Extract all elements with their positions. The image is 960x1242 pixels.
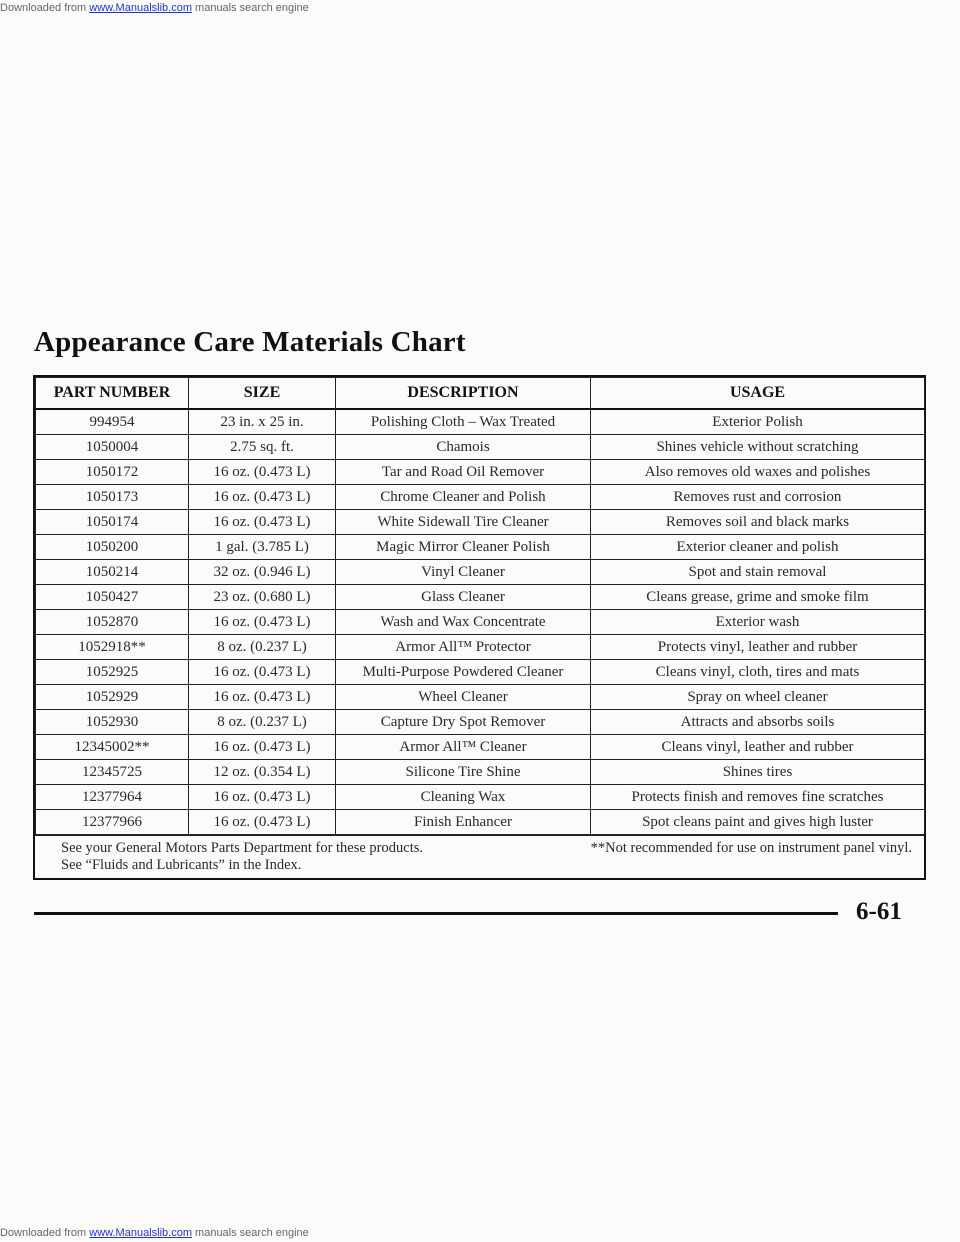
description-cell: Silicone Tire Shine <box>336 760 591 785</box>
size-cell: 16 oz. (0.473 L) <box>189 810 336 835</box>
part-number-cell: 1050427 <box>36 585 189 610</box>
table-row <box>36 660 925 685</box>
column-header-size: SIZE <box>189 378 336 410</box>
usage-cell: Shines vehicle without scratching <box>591 435 925 460</box>
table-row <box>36 510 925 535</box>
description-cell: Glass Cleaner <box>336 585 591 610</box>
usage-cell: Shines tires <box>591 760 925 785</box>
description-cell: Cleaning Wax <box>336 785 591 810</box>
footnote-not-recommended: **Not recommended for use on instrument panel vinyl. <box>590 840 912 856</box>
size-cell: 8 oz. (0.237 L) <box>189 710 336 735</box>
table-row <box>36 485 925 510</box>
usage-cell: Cleans grease, grime and smoke film <box>591 585 925 610</box>
description-cell: Capture Dry Spot Remover <box>336 710 591 735</box>
description-cell: Multi-Purpose Powdered Cleaner <box>336 660 591 685</box>
size-cell: 16 oz. (0.473 L) <box>189 510 336 535</box>
description-cell: Finish Enhancer <box>336 810 591 835</box>
footnote-parts-department: See your General Motors Parts Department for these products. <box>61 840 423 856</box>
size-cell: 8 oz. (0.237 L) <box>189 635 336 660</box>
description-cell: Chamois <box>336 435 591 460</box>
size-cell: 16 oz. (0.473 L) <box>189 485 336 510</box>
chart-footnote <box>35 835 924 878</box>
usage-cell: Also removes old waxes and polishes <box>591 460 925 485</box>
table-row <box>36 635 925 660</box>
description-cell: White Sidewall Tire Cleaner <box>336 510 591 535</box>
usage-cell: Cleans vinyl, leather and rubber <box>591 735 925 760</box>
part-number-cell: 1052930 <box>36 710 189 735</box>
size-cell: 16 oz. (0.473 L) <box>189 660 336 685</box>
description-cell: Chrome Cleaner and Polish <box>336 485 591 510</box>
size-cell: 23 oz. (0.680 L) <box>189 585 336 610</box>
table-row <box>36 409 925 435</box>
usage-cell: Protects finish and removes fine scratches <box>591 785 925 810</box>
usage-cell: Cleans vinyl, cloth, tires and mats <box>591 660 925 685</box>
column-header-description: DESCRIPTION <box>336 378 591 410</box>
column-header-part-number: PART NUMBER <box>36 378 189 410</box>
table-row <box>36 685 925 710</box>
table-row <box>36 810 925 835</box>
size-cell: 1 gal. (3.785 L) <box>189 535 336 560</box>
part-number-cell: 1052918** <box>36 635 189 660</box>
usage-cell: Spray on wheel cleaner <box>591 685 925 710</box>
usage-cell: Exterior wash <box>591 610 925 635</box>
materials-table <box>35 377 925 835</box>
part-number-cell: 12377964 <box>36 785 189 810</box>
size-cell: 16 oz. (0.473 L) <box>189 460 336 485</box>
table-row <box>36 460 925 485</box>
table-row <box>36 585 925 610</box>
part-number-cell: 1052929 <box>36 685 189 710</box>
usage-cell: Exterior Polish <box>591 409 925 435</box>
usage-cell: Removes soil and black marks <box>591 510 925 535</box>
size-cell: 2.75 sq. ft. <box>189 435 336 460</box>
description-cell: Armor All™ Protector <box>336 635 591 660</box>
table-row <box>36 610 925 635</box>
part-number-cell: 1050004 <box>36 435 189 460</box>
bottom-rule <box>34 912 838 915</box>
size-cell: 23 in. x 25 in. <box>189 409 336 435</box>
description-cell: Armor All™ Cleaner <box>336 735 591 760</box>
size-cell: 32 oz. (0.946 L) <box>189 560 336 585</box>
part-number-cell: 1050172 <box>36 460 189 485</box>
description-cell: Wheel Cleaner <box>336 685 591 710</box>
size-cell: 16 oz. (0.473 L) <box>189 735 336 760</box>
download-footer: Downloaded from www.Manualslib.com manuals search engine <box>0 1227 309 1239</box>
page-number: 6-61 <box>856 898 902 925</box>
part-number-cell: 994954 <box>36 409 189 435</box>
part-number-cell: 1052925 <box>36 660 189 685</box>
table-row <box>36 760 925 785</box>
part-number-cell: 12377966 <box>36 810 189 835</box>
materials-chart <box>33 375 926 880</box>
part-number-cell: 1050200 <box>36 535 189 560</box>
usage-cell: Spot cleans paint and gives high luster <box>591 810 925 835</box>
size-cell: 16 oz. (0.473 L) <box>189 685 336 710</box>
table-row <box>36 710 925 735</box>
usage-cell: Attracts and absorbs soils <box>591 710 925 735</box>
description-cell: Tar and Road Oil Remover <box>336 460 591 485</box>
header-row <box>36 378 925 410</box>
usage-cell: Removes rust and corrosion <box>591 485 925 510</box>
size-cell: 12 oz. (0.354 L) <box>189 760 336 785</box>
part-number-cell: 1052870 <box>36 610 189 635</box>
usage-cell: Exterior cleaner and polish <box>591 535 925 560</box>
table-row <box>36 735 925 760</box>
download-header: Downloaded from www.Manualslib.com manuals search engine <box>0 2 309 14</box>
part-number-cell: 12345002** <box>36 735 189 760</box>
size-cell: 16 oz. (0.473 L) <box>189 785 336 810</box>
part-number-cell: 1050173 <box>36 485 189 510</box>
description-cell: Vinyl Cleaner <box>336 560 591 585</box>
usage-cell: Spot and stain removal <box>591 560 925 585</box>
part-number-cell: 1050174 <box>36 510 189 535</box>
manualslib-footer-link[interactable]: www.Manualslib.com <box>89 1227 192 1239</box>
description-cell: Wash and Wax Concentrate <box>336 610 591 635</box>
column-header-usage: USAGE <box>591 378 925 410</box>
table-row <box>36 435 925 460</box>
description-cell: Polishing Cloth – Wax Treated <box>336 409 591 435</box>
manualslib-link[interactable]: www.Manualslib.com <box>89 2 192 14</box>
table-row <box>36 785 925 810</box>
page-title: Appearance Care Materials Chart <box>34 326 466 358</box>
description-cell: Magic Mirror Cleaner Polish <box>336 535 591 560</box>
size-cell: 16 oz. (0.473 L) <box>189 610 336 635</box>
usage-cell: Protects vinyl, leather and rubber <box>591 635 925 660</box>
table-row <box>36 560 925 585</box>
footnote-see-index: See “Fluids and Lubricants” in the Index. <box>61 857 302 873</box>
part-number-cell: 1050214 <box>36 560 189 585</box>
table-row <box>36 535 925 560</box>
part-number-cell: 12345725 <box>36 760 189 785</box>
